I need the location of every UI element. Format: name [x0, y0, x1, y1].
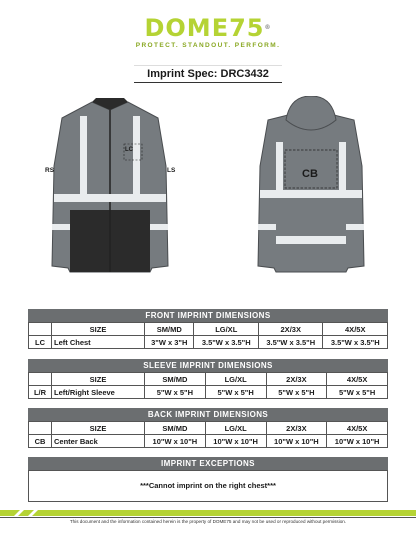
size-header: SM/MD — [145, 323, 194, 336]
table-cell — [29, 323, 52, 336]
front-dimensions-table — [28, 322, 388, 349]
dimension-value: 10"W x 10"H — [266, 435, 327, 448]
table-row — [29, 336, 388, 349]
front-dimensions-section — [28, 309, 388, 349]
size-label: SIZE — [52, 373, 145, 386]
location-name: Left Chest — [52, 336, 145, 349]
location-code: L/R — [29, 386, 52, 399]
dimension-value: 3.5"W x 3.5"H — [194, 336, 259, 349]
back-reflective-band-lower — [276, 236, 346, 244]
location-name: Left/Right Sleeve — [52, 386, 145, 399]
dimension-value: 5"W x 5"H — [327, 386, 388, 399]
footer-stripe — [0, 508, 416, 518]
logo-number: 75 — [229, 14, 265, 42]
jacket-back — [258, 96, 364, 272]
sleeve-dimensions-header: SLEEVE IMPRINT DIMENSIONS — [28, 359, 388, 372]
jacket-label-rs: RS — [45, 167, 55, 174]
size-header: LG/XL — [205, 422, 266, 435]
table-cell — [29, 373, 52, 386]
imprint-exceptions-text: ***Cannot imprint on the right chest*** — [28, 470, 388, 502]
back-reflective-strap-left — [276, 142, 283, 198]
table-cell — [29, 422, 52, 435]
size-header: 2X/3X — [266, 422, 327, 435]
imprint-exceptions-section — [28, 457, 388, 502]
dimension-value: 5"W x 5"H — [205, 386, 266, 399]
dimension-value: 10"W x 10"H — [327, 435, 388, 448]
table-row — [29, 435, 388, 448]
dimension-value: 3"W x 3"H — [145, 336, 194, 349]
back-dimensions-header: BACK IMPRINT DIMENSIONS — [28, 408, 388, 421]
jacket-front — [52, 98, 168, 272]
front-dimensions-header: FRONT IMPRINT DIMENSIONS — [28, 309, 388, 322]
jacket-illustrations — [0, 96, 416, 296]
size-header: 4X/5X — [327, 422, 388, 435]
size-header: SM/MD — [145, 422, 206, 435]
logo-wordmark — [0, 16, 416, 40]
footer-legal-note: This document and the information contained herein is the property of DOME75 and may not be used or reproduced without permission. — [69, 519, 347, 524]
brand-logo — [0, 16, 416, 49]
front-reflective-strap-right — [133, 116, 140, 196]
back-dimensions-section — [28, 408, 388, 448]
front-sleeve-band-right — [150, 224, 168, 230]
spec-title: Imprint Spec: DRC3432 — [134, 65, 282, 83]
logo-registered-mark: ® — [264, 24, 272, 31]
table-row — [29, 386, 388, 399]
dimension-value: 5"W x 5"H — [145, 386, 206, 399]
back-sleeve-band-left — [258, 224, 276, 230]
size-header: LG/XL — [194, 323, 259, 336]
location-code: LC — [29, 336, 52, 349]
back-reflective-band-upper — [260, 190, 362, 198]
front-sleeve-band-left — [52, 224, 70, 230]
sleeve-dimensions-section — [28, 359, 388, 399]
back-dimensions-table — [28, 421, 388, 448]
dimension-value: 3.5"W x 3.5"H — [323, 336, 388, 349]
back-reflective-strap-right — [339, 142, 346, 198]
size-header: LG/XL — [205, 373, 266, 386]
location-name: Center Back — [52, 435, 145, 448]
jacket-back-hood — [286, 96, 336, 130]
table-row — [29, 323, 388, 336]
jacket-label-ls: LS — [167, 167, 176, 174]
dimension-value: 5"W x 5"H — [266, 386, 327, 399]
table-row — [29, 422, 388, 435]
logo-word: DOME — [144, 14, 230, 42]
dimension-value: 3.5"W x 3.5"H — [258, 336, 323, 349]
jacket-label-lc: LC — [125, 147, 133, 153]
jacket-label-cb: CB — [302, 168, 318, 180]
size-header: SM/MD — [145, 373, 206, 386]
size-header: 4X/5X — [327, 373, 388, 386]
size-header: 2X/3X — [258, 323, 323, 336]
logo-tagline: PROTECT. STANDOUT. PERFORM. — [135, 42, 281, 49]
table-row — [29, 373, 388, 386]
front-reflective-strap-left — [80, 116, 87, 196]
front-reflective-band — [54, 194, 166, 202]
dimension-value: 10"W x 10"H — [145, 435, 206, 448]
size-label: SIZE — [52, 323, 145, 336]
location-code: CB — [29, 435, 52, 448]
imprint-exceptions-header: IMPRINT EXCEPTIONS — [28, 457, 388, 470]
sleeve-dimensions-table — [28, 372, 388, 399]
size-label: SIZE — [52, 422, 145, 435]
dimension-value: 10"W x 10"H — [205, 435, 266, 448]
size-header: 4X/5X — [323, 323, 388, 336]
back-sleeve-band-right — [346, 224, 364, 230]
size-header: 2X/3X — [266, 373, 327, 386]
